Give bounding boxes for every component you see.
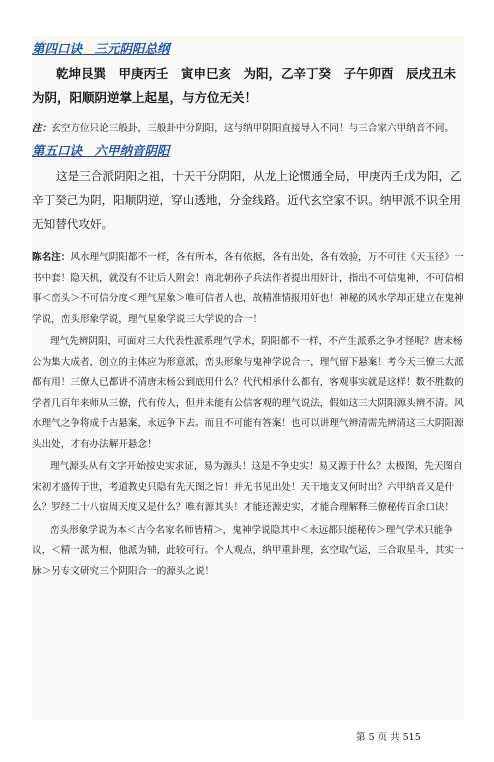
commentary-paragraph-3: 理气源头从有文字开始按史实求证，易为源头！这是不争史实！易又源于什么？太极图，先天图自宋初才盛传于世，考道教史只隐有先天图之旨！并无书见出处！天干地支又何时出？六甲纳音又是什么？罗经二十八宿周天度又是什么？唯有源其头！才能还源史实，才能合理解释三僚秘传百余口诀！ — [32, 461, 463, 513]
note-label: 注： — [32, 123, 52, 134]
page-content — [32, 36, 469, 720]
commentary-paragraph-4: 峦头形象学说为本＜古今名家名师皆精＞，鬼神学说隐其中＜永远都只能秘传＞理气学术只能争议，＜精一派为根，他派为辅，此较可行。个人观点，纳甲重卦理，玄空取气运，三合取星斗，其实一脉＞另专文研究三个阴阳合一的源头之说！ — [32, 524, 464, 577]
commentary-label: 陈名注： — [32, 252, 71, 263]
page-number: 第 5 页 共 515 — [356, 732, 421, 743]
commentary-text-1: 风水理气阴阳都不一样，各有所本，各有依据，各有出处，各有效验，万不可往《天玉径》一书中套！隐天机，就没有不让后人附会！南北朝孙子兵法作者提出用奸计，指出不可信鬼神，不可信相事＜峦头＞不可信分度＜理气星象＞唯可信者人也，故精准情报用奸也！神秘的风水学却正建立在鬼神学说，峦头形象学说，理气星象学说三大学说的合一！ — [32, 252, 464, 325]
section-4-text: 乾坤艮巽 甲庚丙壬 寅申巳亥 为阳，乙辛丁癸 子午卯酉 辰戌丑未 为阴，阳顺阴逆掌上起星，与方位无关！ — [32, 66, 469, 105]
commentary-paragraph-1 — [32, 248, 464, 330]
commentary-paragraph-2: 理气先辨阴阳，可面对三大代表性派系理气学术，阴阳都不一样，不产生派系之争才怪呢？唐末杨公为集大成者，创立的主体应为形意派，峦头形象与鬼神学说合一，理气留下悬案！考今天三僚三大派都有用！三僚人已都讲不清唐末杨公到底用什么？代代相承什么都有，客观事实就是这样！数不胜数的学者几百年来师从三僚，代有传人，但并未能有公信客观的理气说法，假如这三大阴阳源头辨不清。风水理气之争将成千古悬案，永远争下去。而且不可能有答案！也可以讲理气辨清需先辨清这三大阴阳源头出处，才有办法解开悬念！ — [32, 336, 464, 450]
section-heading-5: 第五口诀 六甲纳音阴阳 — [32, 143, 170, 158]
note-paragraph — [32, 120, 464, 138]
note-text: 玄空方位只论三般卦，三般卦中分阴阳，这与纳甲阴阳直接导入不同！与三合家六甲纳音不同。 — [51, 123, 455, 134]
section-heading-4: 第四口诀 三元阴阳总纲 — [32, 41, 170, 56]
section-5-text: 这是三合派阴阳之祖，十天干分阴阳，从龙上论惯通全局，甲庚丙壬戊为阳，乙辛丁癸己为阴，阳顺阴逆，穿山透地，分金线路。近代玄空家不识。纳甲派不识全用无知替代攻奸。 — [32, 169, 462, 231]
